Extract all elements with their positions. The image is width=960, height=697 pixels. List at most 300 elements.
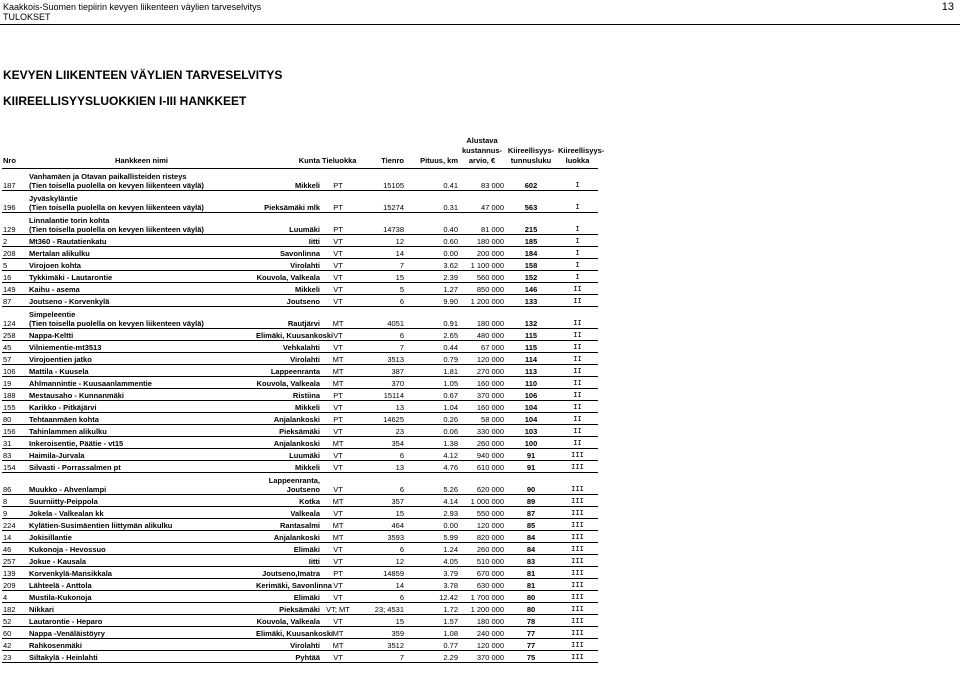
cell-kunta: Anjalankoski	[255, 413, 321, 425]
table-row	[2, 507, 598, 519]
cell-kunta: Kotka	[255, 495, 321, 507]
cell-name: Jokisillantie	[28, 531, 255, 543]
table-row	[2, 603, 598, 615]
cell-kustannus: 940 000	[459, 449, 505, 461]
cell-tunnusluku: 83	[505, 555, 557, 567]
col-header-nro: Nro	[2, 136, 28, 169]
document-header-subtitle: TULOKSET	[3, 12, 51, 22]
cell-tienro: 6	[355, 295, 405, 307]
cell-kustannus: 1 700 000	[459, 591, 505, 603]
cell-tunnusluku: 84	[505, 531, 557, 543]
cell-pituus: 1.81	[405, 365, 459, 377]
cell-nro: 45	[2, 341, 28, 353]
cell-tienro: 6	[355, 449, 405, 461]
cell-tieluokka: VT	[321, 579, 355, 591]
cell-kunta: Virolahti	[255, 639, 321, 651]
cell-luokka: II	[557, 437, 598, 449]
cell-kunta: Kouvola, Valkeala	[255, 615, 321, 627]
cell-tieluokka: VT	[321, 543, 355, 555]
cell-tunnusluku: 602	[505, 169, 557, 191]
cell-pituus: 0.67	[405, 389, 459, 401]
cell-nro: 124	[2, 307, 28, 329]
cell-tienro: 14625	[355, 413, 405, 425]
cell-name: Mestausaho - Kunnanmäki	[28, 389, 255, 401]
cell-tieluokka: MT	[321, 365, 355, 377]
cell-tieluokka: VT	[321, 651, 355, 663]
cell-pituus: 5.26	[405, 473, 459, 495]
table-row	[2, 567, 598, 579]
cell-kustannus: 120 000	[459, 353, 505, 365]
cell-tieluokka: PT	[321, 567, 355, 579]
cell-pituus: 0.60	[405, 235, 459, 247]
table-row	[2, 627, 598, 639]
cell-tienro: 357	[355, 495, 405, 507]
cell-tieluokka: MT	[321, 437, 355, 449]
table-row	[2, 259, 598, 271]
cell-tieluokka: MT	[321, 377, 355, 389]
cell-pituus: 2.65	[405, 329, 459, 341]
cell-nro: 139	[2, 567, 28, 579]
cell-kustannus: 260 000	[459, 437, 505, 449]
cell-name: Vilniementie-mt3513	[28, 341, 255, 353]
table-row	[2, 377, 598, 389]
cell-pituus: 2.39	[405, 271, 459, 283]
cell-tunnusluku: 152	[505, 271, 557, 283]
table-row	[2, 579, 598, 591]
col-header-luokka: Kiireellisyys-luokka	[557, 136, 598, 169]
cell-name: Nappa -Venäläistöyry	[28, 627, 255, 639]
cell-luokka: III	[557, 555, 598, 567]
cell-luokka: III	[557, 449, 598, 461]
cell-tunnusluku: 91	[505, 449, 557, 461]
table-row	[2, 437, 598, 449]
cell-luokka: III	[557, 495, 598, 507]
cell-tienro: 14859	[355, 567, 405, 579]
cell-kunta: Vehkalahti	[255, 341, 321, 353]
cell-tunnusluku: 104	[505, 413, 557, 425]
cell-kustannus: 330 000	[459, 425, 505, 437]
cell-luokka: III	[557, 567, 598, 579]
cell-tieluokka: VT	[321, 615, 355, 627]
cell-tienro: 15	[355, 271, 405, 283]
cell-nro: 16	[2, 271, 28, 283]
cell-nro: 155	[2, 401, 28, 413]
cell-kustannus: 1 000 000	[459, 495, 505, 507]
col-header-kunta: Kunta	[255, 136, 321, 169]
cell-nro: 208	[2, 247, 28, 259]
cell-kunta: Virolahti	[255, 259, 321, 271]
cell-tunnusluku: 81	[505, 567, 557, 579]
cell-name: Suurniitty-Peippola	[28, 495, 255, 507]
cell-tunnusluku: 158	[505, 259, 557, 271]
cell-tieluokka: PT	[321, 389, 355, 401]
cell-tunnusluku: 113	[505, 365, 557, 377]
cell-name: Silvasti - Porrassalmen pt	[28, 461, 255, 473]
cell-tienro: 15114	[355, 389, 405, 401]
cell-kustannus: 120 000	[459, 639, 505, 651]
cell-kunta: Pyhtää	[255, 651, 321, 663]
cell-name: Lautarontie - Heparo	[28, 615, 255, 627]
cell-kustannus: 83 000	[459, 169, 505, 191]
cell-luokka: II	[557, 365, 598, 377]
cell-luokka: I	[557, 271, 598, 283]
cell-kustannus: 1 200 000	[459, 295, 505, 307]
cell-pituus: 0.79	[405, 353, 459, 365]
cell-pituus: 1.72	[405, 603, 459, 615]
cell-luokka: I	[557, 235, 598, 247]
cell-kustannus: 180 000	[459, 615, 505, 627]
cell-kustannus: 81 000	[459, 213, 505, 235]
cell-name: Vanhamäen ja Otavan paikallisteiden risteys (Tien toisella puolella on kevyen liikenteen väylä)	[28, 169, 255, 191]
cell-nro: 8	[2, 495, 28, 507]
cell-nro: 60	[2, 627, 28, 639]
table-row	[2, 651, 598, 663]
cell-tieluokka: VT	[321, 461, 355, 473]
table-row	[2, 461, 598, 473]
cell-nro: 57	[2, 353, 28, 365]
cell-pituus: 0.00	[405, 247, 459, 259]
cell-name: Inkeroisentie, Päätie - vt15	[28, 437, 255, 449]
cell-kunta: Kerimäki, Savonlinna	[255, 579, 321, 591]
cell-luokka: III	[557, 591, 598, 603]
cell-kunta: Pieksämäki	[255, 603, 321, 615]
cell-kunta: Kouvola, Valkeala	[255, 377, 321, 389]
cell-nro: 149	[2, 283, 28, 295]
cell-tienro: 370	[355, 377, 405, 389]
cell-luokka: I	[557, 259, 598, 271]
table-row	[2, 235, 598, 247]
cell-tieluokka: MT	[321, 353, 355, 365]
table-row	[2, 341, 598, 353]
cell-name: Tahinlammen alikulku	[28, 425, 255, 437]
cell-tienro: 359	[355, 627, 405, 639]
cell-nro: 5	[2, 259, 28, 271]
cell-luokka: III	[557, 531, 598, 543]
cell-kunta: Anjalankoski	[255, 531, 321, 543]
cell-kustannus: 850 000	[459, 283, 505, 295]
table-row	[2, 543, 598, 555]
cell-name: Kaihu - asema	[28, 283, 255, 295]
cell-tienro: 387	[355, 365, 405, 377]
cell-tunnusluku: 78	[505, 615, 557, 627]
cell-nro: 257	[2, 555, 28, 567]
cell-kunta: Mikkeli	[255, 283, 321, 295]
cell-name: Kukonoja - Hevossuo	[28, 543, 255, 555]
cell-kunta: Joutseno	[255, 295, 321, 307]
cell-name: Nikkari	[28, 603, 255, 615]
cell-tieluokka: VT	[321, 401, 355, 413]
cell-tieluokka: VT	[321, 507, 355, 519]
cell-luokka: II	[557, 295, 598, 307]
cell-luokka: II	[557, 389, 598, 401]
cell-kustannus: 180 000	[459, 307, 505, 329]
cell-kunta: Anjalankoski	[255, 437, 321, 449]
cell-nro: 106	[2, 365, 28, 377]
cell-name: Mt360 - Rautatienkatu	[28, 235, 255, 247]
cell-nro: 42	[2, 639, 28, 651]
projects-table	[2, 136, 605, 663]
cell-nro: 187	[2, 169, 28, 191]
cell-pituus: 4.76	[405, 461, 459, 473]
table-row	[2, 531, 598, 543]
cell-tienro: 3513	[355, 353, 405, 365]
cell-luokka: II	[557, 329, 598, 341]
col-header-tienro: Tienro	[355, 136, 405, 169]
cell-kunta: Lappeenranta, Joutseno	[255, 473, 321, 495]
cell-luokka: II	[557, 283, 598, 295]
col-header-tieluokka: Tieluokka	[321, 136, 355, 169]
cell-tienro: 23; 4531	[355, 603, 405, 615]
cell-name: Korvenkylä-Mansikkala	[28, 567, 255, 579]
cell-tienro: 14	[355, 247, 405, 259]
cell-luokka: II	[557, 401, 598, 413]
cell-tunnusluku: 133	[505, 295, 557, 307]
cell-tieluokka: VT	[321, 425, 355, 437]
cell-kunta: Iitti	[255, 555, 321, 567]
cell-pituus: 2.93	[405, 507, 459, 519]
cell-kunta: Lappeenranta	[255, 365, 321, 377]
cell-nro: 156	[2, 425, 28, 437]
cell-tienro: 5	[355, 283, 405, 295]
cell-tunnusluku: 146	[505, 283, 557, 295]
cell-luokka: III	[557, 473, 598, 495]
cell-tieluokka: VT	[321, 271, 355, 283]
cell-tunnusluku: 184	[505, 247, 557, 259]
page-number: 13	[941, 1, 954, 13]
cell-tienro: 14	[355, 579, 405, 591]
cell-name: Mertalan alikulku	[28, 247, 255, 259]
cell-pituus: 1.04	[405, 401, 459, 413]
cell-kustannus: 370 000	[459, 389, 505, 401]
cell-nro: 83	[2, 449, 28, 461]
cell-tienro: 12	[355, 555, 405, 567]
col-header-kustannus: Alustava kustannus-arvio, €	[459, 136, 505, 169]
table-row	[2, 401, 598, 413]
table-row	[2, 519, 598, 531]
cell-nro: 129	[2, 213, 28, 235]
cell-tunnusluku: 75	[505, 651, 557, 663]
cell-luokka: III	[557, 461, 598, 473]
cell-tieluokka: VT	[321, 449, 355, 461]
cell-tieluokka: VT	[321, 235, 355, 247]
cell-pituus: 0.06	[405, 425, 459, 437]
cell-kunta: Joutseno,Imatra	[255, 567, 321, 579]
cell-pituus: 3.62	[405, 259, 459, 271]
cell-nro: 31	[2, 437, 28, 449]
table-row	[2, 213, 598, 235]
cell-kustannus: 560 000	[459, 271, 505, 283]
cell-kunta: Pieksämäki mlk	[255, 191, 321, 213]
cell-tunnusluku: 89	[505, 495, 557, 507]
cell-name: Linnalantie torin kohta (Tien toisella puolella on kevyen liikenteen väylä)	[28, 213, 255, 235]
cell-kustannus: 610 000	[459, 461, 505, 473]
cell-kustannus: 67 000	[459, 341, 505, 353]
cell-kustannus: 630 000	[459, 579, 505, 591]
cell-nro: 19	[2, 377, 28, 389]
cell-kunta: Pieksämäki	[255, 425, 321, 437]
cell-tienro: 6	[355, 591, 405, 603]
cell-tienro: 13	[355, 461, 405, 473]
cell-kustannus: 620 000	[459, 473, 505, 495]
cell-pituus: 1.38	[405, 437, 459, 449]
cell-tunnusluku: 85	[505, 519, 557, 531]
cell-tienro: 3593	[355, 531, 405, 543]
cell-name: Mattila - Kuusela	[28, 365, 255, 377]
cell-tunnusluku: 103	[505, 425, 557, 437]
cell-tieluokka: VT	[321, 341, 355, 353]
cell-tunnusluku: 106	[505, 389, 557, 401]
cell-tienro: 6	[355, 473, 405, 495]
cell-kustannus: 120 000	[459, 519, 505, 531]
cell-tienro: 4051	[355, 307, 405, 329]
cell-nro: 154	[2, 461, 28, 473]
cell-tienro: 6	[355, 329, 405, 341]
table-row	[2, 191, 598, 213]
table-row	[2, 449, 598, 461]
cell-name: Nappa-Keltti	[28, 329, 255, 341]
cell-name: Ahlmannintie - Kuusaanlammentie	[28, 377, 255, 389]
cell-tienro: 15	[355, 507, 405, 519]
cell-tienro: 23	[355, 425, 405, 437]
cell-nro: 4	[2, 591, 28, 603]
cell-kunta: Rautjärvi	[255, 307, 321, 329]
cell-tienro: 6	[355, 543, 405, 555]
cell-kustannus: 240 000	[459, 627, 505, 639]
cell-tieluokka: PT	[321, 169, 355, 191]
cell-kunta: Elimäki, Kuusankoski	[255, 329, 321, 341]
table-header-row	[2, 136, 598, 169]
cell-kustannus: 550 000	[459, 507, 505, 519]
cell-pituus: 0.26	[405, 413, 459, 425]
cell-kustannus: 1 200 000	[459, 603, 505, 615]
cell-kustannus: 160 000	[459, 401, 505, 413]
cell-kustannus: 270 000	[459, 365, 505, 377]
cell-kustannus: 47 000	[459, 191, 505, 213]
cell-tienro: 7	[355, 341, 405, 353]
cell-tunnusluku: 77	[505, 639, 557, 651]
cell-name: Mustila-Kukonoja	[28, 591, 255, 603]
cell-kunta: Mikkeli	[255, 461, 321, 473]
page-subtitle: KIIREELLISYYSLUOKKIEN I-III HANKKEET	[3, 94, 247, 108]
table-row	[2, 247, 598, 259]
col-header-name: Hankkeen nimi	[28, 136, 255, 169]
cell-pituus: 1.05	[405, 377, 459, 389]
cell-nro: 2	[2, 235, 28, 247]
cell-luokka: I	[557, 169, 598, 191]
cell-pituus: 1.27	[405, 283, 459, 295]
cell-nro: 9	[2, 507, 28, 519]
cell-kustannus: 58 000	[459, 413, 505, 425]
cell-kunta: Luumäki	[255, 449, 321, 461]
cell-name: Muukko - Ahvenlampi	[28, 473, 255, 495]
cell-pituus: 2.29	[405, 651, 459, 663]
cell-tieluokka: VT	[321, 247, 355, 259]
cell-kunta: Iitti	[255, 235, 321, 247]
cell-luokka: II	[557, 413, 598, 425]
cell-pituus: 3.78	[405, 579, 459, 591]
cell-name: Jokela - Valkealan kk	[28, 507, 255, 519]
cell-tienro: 464	[355, 519, 405, 531]
cell-tienro: 15105	[355, 169, 405, 191]
table-row	[2, 389, 598, 401]
col-header-pituus: Pituus, km	[405, 136, 459, 169]
cell-luokka: I	[557, 247, 598, 259]
cell-luokka: III	[557, 543, 598, 555]
cell-tunnusluku: 90	[505, 473, 557, 495]
cell-tienro: 3512	[355, 639, 405, 651]
cell-name: Karikko - Pitkäjärvi	[28, 401, 255, 413]
cell-luokka: III	[557, 651, 598, 663]
cell-tienro: 12	[355, 235, 405, 247]
cell-tienro: 354	[355, 437, 405, 449]
cell-luokka: III	[557, 615, 598, 627]
cell-tieluokka: VT; MT	[321, 603, 355, 615]
cell-nro: 188	[2, 389, 28, 401]
cell-luokka: III	[557, 507, 598, 519]
cell-tunnusluku: 110	[505, 377, 557, 389]
cell-kustannus: 1 100 000	[459, 259, 505, 271]
cell-tunnusluku: 114	[505, 353, 557, 365]
document-header-title: Kaakkois-Suomen tiepiirin kevyen liikenteen väylien tarveselvitys	[3, 2, 262, 12]
cell-nro: 52	[2, 615, 28, 627]
cell-pituus: 0.44	[405, 341, 459, 353]
page-title: KEVYEN LIIKENTEEN VÄYLIEN TARVESELVITYS	[3, 68, 283, 82]
table-row	[2, 615, 598, 627]
cell-name: Tykkimäki - Lautarontie	[28, 271, 255, 283]
cell-tunnusluku: 563	[505, 191, 557, 213]
col-header-tunnusluku: Kiireellisyys-tunnusluku	[505, 136, 557, 169]
cell-pituus: 0.77	[405, 639, 459, 651]
cell-tieluokka: VT	[321, 555, 355, 567]
cell-tunnusluku: 77	[505, 627, 557, 639]
cell-tunnusluku: 185	[505, 235, 557, 247]
header-divider	[0, 24, 960, 25]
cell-pituus: 4.12	[405, 449, 459, 461]
cell-tunnusluku: 80	[505, 591, 557, 603]
cell-nro: 224	[2, 519, 28, 531]
table-row	[2, 639, 598, 651]
cell-tienro: 15274	[355, 191, 405, 213]
table-row	[2, 473, 598, 495]
cell-tunnusluku: 80	[505, 603, 557, 615]
cell-luokka: III	[557, 627, 598, 639]
cell-tieluokka: VT	[321, 591, 355, 603]
cell-pituus: 9.90	[405, 295, 459, 307]
cell-tieluokka: MT	[321, 639, 355, 651]
cell-luokka: I	[557, 191, 598, 213]
table-row	[2, 307, 598, 329]
cell-nro: 23	[2, 651, 28, 663]
cell-pituus: 0.31	[405, 191, 459, 213]
cell-nro: 14	[2, 531, 28, 543]
cell-tienro: 14738	[355, 213, 405, 235]
cell-kunta: Mikkeli	[255, 401, 321, 413]
cell-pituus: 3.79	[405, 567, 459, 579]
cell-tieluokka: PT	[321, 213, 355, 235]
cell-nro: 196	[2, 191, 28, 213]
cell-pituus: 1.24	[405, 543, 459, 555]
cell-kunta: Elimäki	[255, 543, 321, 555]
cell-tieluokka: MT	[321, 519, 355, 531]
cell-name: Rahkosenmäki	[28, 639, 255, 651]
cell-nro: 80	[2, 413, 28, 425]
table-row	[2, 295, 598, 307]
cell-pituus: 0.40	[405, 213, 459, 235]
cell-kustannus: 260 000	[459, 543, 505, 555]
cell-nro: 209	[2, 579, 28, 591]
cell-kustannus: 200 000	[459, 247, 505, 259]
table-row	[2, 495, 598, 507]
